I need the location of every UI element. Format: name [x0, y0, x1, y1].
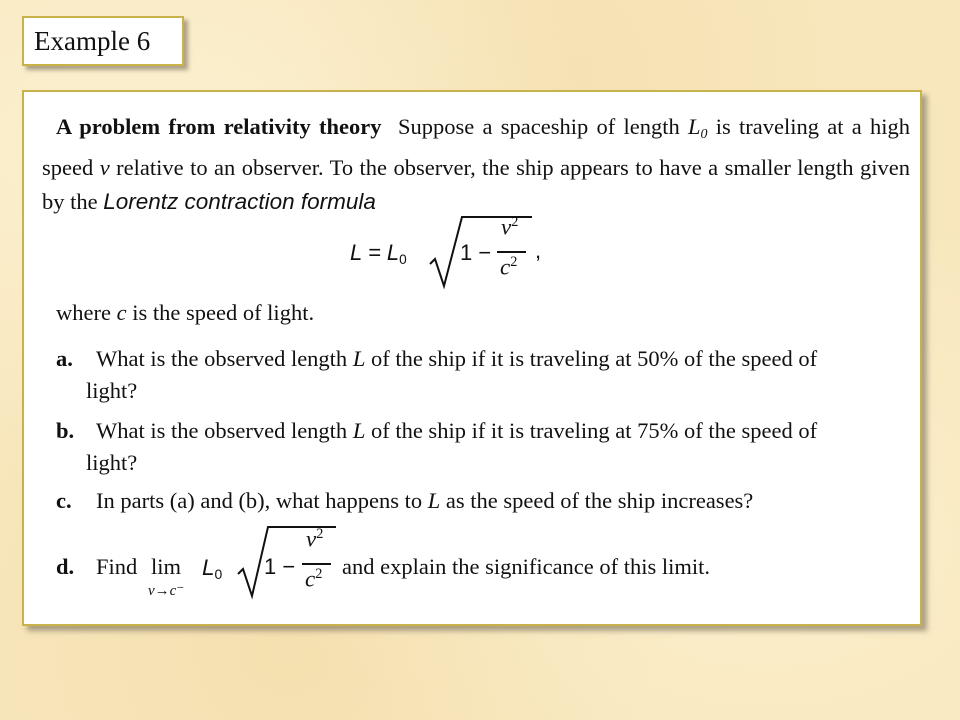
part-b-label: b. — [56, 418, 75, 443]
part-c-text-2: as the speed of the ship increases? — [445, 488, 754, 513]
problem-intro — [42, 110, 910, 218]
part-a — [56, 346, 817, 372]
part-b-text-2: of the ship if it is traveling at 75% of the speed of — [370, 418, 818, 443]
where-line — [56, 300, 314, 326]
part-d-fraction-bar — [302, 563, 331, 565]
var-L-subscript: 0 — [700, 126, 708, 142]
part-d-denominator: c — [305, 566, 316, 592]
part-a-text-1: What is the observed length — [96, 346, 348, 371]
part-a-line2: light? — [86, 378, 138, 403]
part-c-label: c. — [56, 488, 72, 513]
formula-numerator-exponent: 2 — [511, 214, 519, 230]
intro-text-1: Suppose a spaceship of length — [398, 114, 680, 139]
formula-lhs-subscript: 0 — [399, 251, 407, 267]
part-c — [56, 488, 753, 514]
part-c-text-1: In parts (a) and (b), what happens to — [96, 488, 423, 513]
var-L: L — [688, 114, 701, 139]
part-c-var: L — [427, 488, 441, 513]
part-b-var: L — [352, 418, 366, 443]
slide-title: Example 6 — [22, 16, 184, 66]
limit-lim: lim — [151, 554, 182, 579]
part-d-denominator-exponent: 2 — [315, 566, 323, 582]
part-d-L: L — [202, 555, 215, 580]
formula-one-minus: 1 − — [460, 240, 492, 265]
formula-comma: , — [535, 238, 542, 263]
part-d-numerator-exponent: 2 — [316, 526, 324, 542]
part-a-text-2: of the ship if it is traveling at 50% of the speed of — [370, 346, 818, 371]
formula-denominator-exponent: 2 — [510, 254, 518, 270]
part-b-line2: light? — [86, 450, 138, 475]
formula-fraction-bar — [497, 251, 526, 253]
part-a-label: a. — [56, 346, 73, 371]
part-d-one-minus: 1 − — [264, 554, 296, 579]
limit-subscript: v→c⁻ — [148, 583, 185, 599]
intro-text-2: is traveling at a high speed — [42, 114, 911, 181]
formula-name: Lorentz contraction formula — [103, 188, 376, 214]
part-d-numerator: v — [306, 526, 317, 552]
where-text-2: is the speed of light. — [132, 300, 315, 325]
part-b — [56, 418, 817, 444]
intro-text-3: relative to an observer. To the observer, the ship appears to have a smaller length given by the — [42, 155, 910, 214]
where-text-1: where — [56, 300, 111, 325]
problem-card — [22, 90, 922, 626]
part-d-text: and explain the significance of this limit. — [342, 554, 711, 579]
part-d-find: Find — [96, 554, 138, 579]
var-c: c — [116, 300, 127, 325]
formula-lhs: L = L — [350, 240, 400, 265]
formula-denominator: c — [500, 254, 511, 280]
problem-heading: A problem from relativity theory — [56, 114, 382, 139]
part-b-text-1: What is the observed length — [96, 418, 348, 443]
part-d-label: d. — [56, 554, 75, 579]
formula-numerator: v — [501, 214, 512, 240]
part-d-L-subscript: 0 — [214, 565, 223, 582]
part-a-var: L — [352, 346, 366, 371]
var-v: v — [99, 155, 110, 181]
